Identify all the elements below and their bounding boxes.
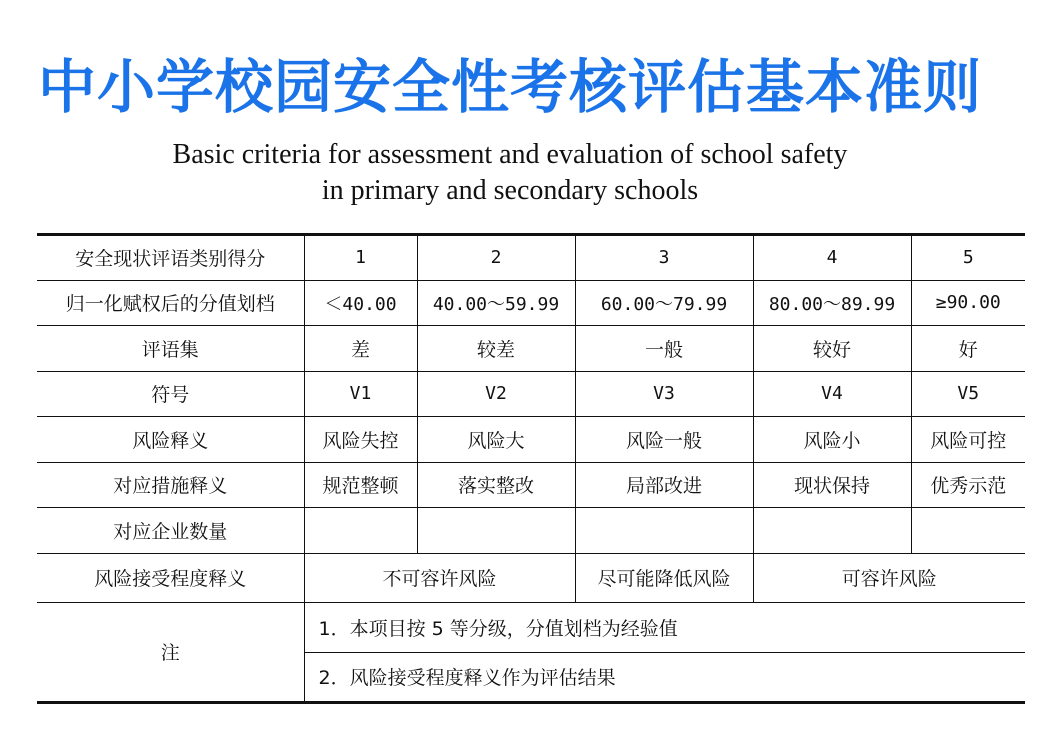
table-cell: 好: [911, 326, 1025, 372]
table-row: [37, 280, 1025, 326]
subtitle-line-1: Basic criteria for assessment and evaluation of school safety: [172, 139, 848, 170]
table-cell: 较差: [417, 326, 575, 372]
table-cell: V3: [575, 371, 753, 417]
table-cell: 较好: [753, 326, 911, 372]
table-cell: 风险一般: [575, 417, 753, 463]
row-label: 安全现状评语类别得分: [37, 235, 304, 281]
table-cell: 现状保持: [753, 462, 911, 508]
table-cell: 40.00～59.99: [417, 280, 575, 326]
page-title: 中小学校园安全性考核评估基本准则: [37, 53, 982, 121]
acceptance-cell-tolerable: 可容许风险: [753, 553, 1025, 602]
table-row-note-1: [37, 602, 1025, 652]
acceptance-cell-intolerable: 不可容许风险: [304, 553, 575, 602]
criteria-table: [37, 233, 1025, 704]
table-cell: ＜40.00: [304, 280, 417, 326]
table-cell: [304, 508, 417, 554]
table-cell: 局部改进: [575, 462, 753, 508]
table-cell: 1: [304, 235, 417, 281]
table-cell: [417, 508, 575, 554]
table-cell: 落实整改: [417, 462, 575, 508]
table-cell: 风险失控: [304, 417, 417, 463]
row-label: 符号: [37, 371, 304, 417]
table-cell: 2: [417, 235, 575, 281]
table-row: [37, 326, 1025, 372]
row-label: 对应措施释义: [37, 462, 304, 508]
table-cell: 5: [911, 235, 1025, 281]
table-cell: ≥90.00: [911, 280, 1025, 326]
table-row: [37, 508, 1025, 554]
table-row-acceptance: [37, 553, 1025, 602]
row-label: 归一化赋权后的分值划档: [37, 280, 304, 326]
table-cell: 4: [753, 235, 911, 281]
row-label: 评语集: [37, 326, 304, 372]
notes-label: 注: [37, 602, 304, 702]
table-cell: 80.00～89.99: [753, 280, 911, 326]
table-row: [37, 371, 1025, 417]
table-cell: 差: [304, 326, 417, 372]
table-cell: V5: [911, 371, 1025, 417]
row-label: 对应企业数量: [37, 508, 304, 554]
note-line: 2．风险接受程度释义作为评估结果: [304, 652, 1025, 702]
table-cell: 3: [575, 235, 753, 281]
table-cell: [575, 508, 753, 554]
row-label: 风险接受程度释义: [37, 553, 304, 602]
table-cell: 风险小: [753, 417, 911, 463]
table-cell: 风险可控: [911, 417, 1025, 463]
acceptance-cell-alarp: 尽可能降低风险: [575, 553, 753, 602]
table-cell: 规范整顿: [304, 462, 417, 508]
table-cell: 优秀示范: [911, 462, 1025, 508]
table-cell: 风险大: [417, 417, 575, 463]
table-row: [37, 462, 1025, 508]
table-row: [37, 417, 1025, 463]
table-row: [37, 235, 1025, 281]
note-line: 1．本项目按 5 等分级，分值划档为经验值: [304, 602, 1025, 652]
table-cell: V1: [304, 371, 417, 417]
table-cell: [753, 508, 911, 554]
table-cell: V2: [417, 371, 575, 417]
subtitle-line-2: in primary and secondary schools: [321, 175, 699, 206]
table-cell: 一般: [575, 326, 753, 372]
table-cell: V4: [753, 371, 911, 417]
table-cell: [911, 508, 1025, 554]
row-label: 风险释义: [37, 417, 304, 463]
table-cell: 60.00～79.99: [575, 280, 753, 326]
